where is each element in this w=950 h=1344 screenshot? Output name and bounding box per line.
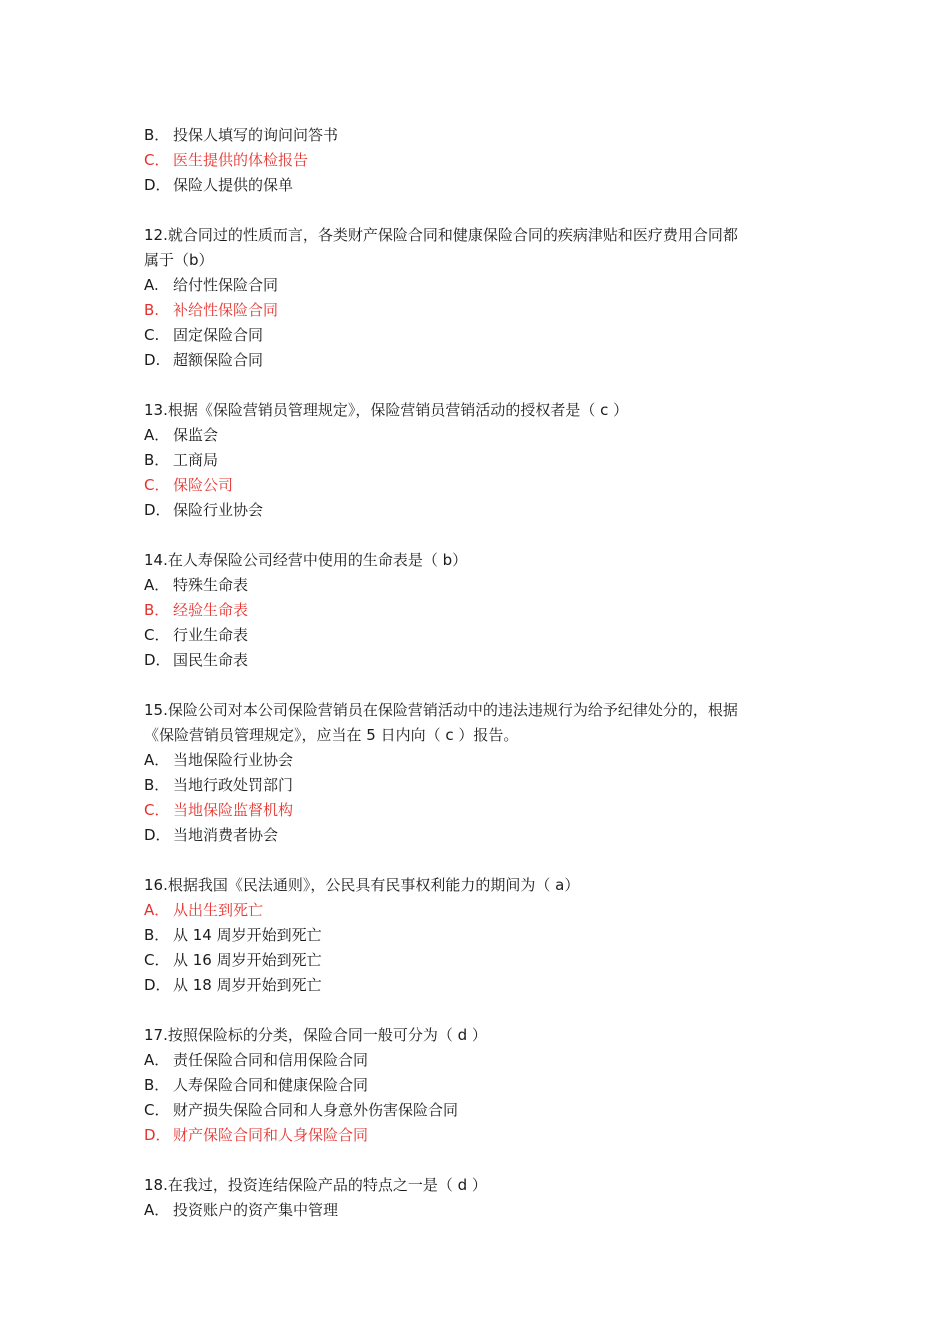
- option-letter: A．: [144, 901, 170, 919]
- option-letter: C．: [144, 801, 170, 819]
- option-letter: A．: [144, 751, 170, 769]
- option-text: 从出生到死亡: [173, 901, 264, 919]
- answer-option: [144, 148, 812, 173]
- option-letter: A.: [144, 276, 159, 294]
- answer-option: [144, 423, 812, 448]
- question-text: 13.根据《保险营销员管理规定》，保险营销员营销活动的授权者是（ c ）: [144, 401, 629, 419]
- option-text: 特殊生命表: [173, 576, 249, 594]
- option-text: 行业生命表: [173, 626, 249, 644]
- answer-option: [144, 748, 812, 773]
- spacer: [144, 373, 812, 398]
- question-text: 18.在我过，投资连结保险产品的特点之一是（ d ）: [144, 1176, 487, 1194]
- option-text: 国民生命表: [173, 651, 249, 669]
- option-text: 人寿保险合同和健康保险合同: [173, 1076, 369, 1094]
- option-letter: B．: [144, 126, 170, 144]
- answer-option: [144, 773, 812, 798]
- option-letter: B．: [144, 1076, 170, 1094]
- question-block: [144, 223, 812, 373]
- option-letter: A．: [144, 576, 170, 594]
- option-letter: D．: [144, 501, 171, 519]
- question-block: [144, 1023, 812, 1148]
- spacer: [144, 198, 812, 223]
- option-text: 保险人提供的保单: [173, 176, 294, 194]
- question-text: 《保险营销员管理规定》，应当在 5 日内向（ c ）报告。: [144, 726, 519, 744]
- question-block: [144, 873, 812, 998]
- spacer: [144, 998, 812, 1023]
- option-text: 超额保险合同: [173, 351, 264, 369]
- option-text: 投资账户的资产集中管理: [173, 1201, 339, 1219]
- option-text: 投保人填写的询问问答书: [173, 126, 339, 144]
- answer-option: [144, 648, 812, 673]
- option-letter: A．: [144, 1051, 170, 1069]
- answer-option: [144, 1073, 812, 1098]
- question-text: 14.在人寿保险公司经营中使用的生命表是（ b）: [144, 551, 468, 569]
- answer-option: [144, 823, 812, 848]
- option-text: 工商局: [173, 451, 219, 469]
- document-page: [144, 123, 812, 1223]
- answer-option: [144, 348, 812, 373]
- answer-option: [144, 798, 812, 823]
- answer-option: [144, 598, 812, 623]
- answer-option: [144, 173, 812, 198]
- answer-option: [144, 573, 812, 598]
- answer-option: [144, 898, 812, 923]
- option-letter: C．: [144, 476, 170, 494]
- option-text: 保监会: [173, 426, 219, 444]
- answer-option: [144, 1123, 812, 1148]
- option-letter: C．: [144, 151, 170, 169]
- option-letter: C．: [144, 1101, 170, 1119]
- option-text: 经验生命表: [173, 601, 249, 619]
- option-text: 补给性保险合同: [173, 301, 279, 319]
- option-letter: C.: [144, 326, 160, 344]
- option-text: 当地消费者协会: [173, 826, 279, 844]
- option-text: 当地保险行业协会: [173, 751, 294, 769]
- answer-option: [144, 298, 812, 323]
- question-text: 17.按照保险标的分类，保险合同一般可分为（ d ）: [144, 1026, 487, 1044]
- option-text: 财产保险合同和人身保险合同: [173, 1126, 369, 1144]
- answer-option: [144, 1198, 812, 1223]
- option-text: 从 18 周岁开始到死亡: [173, 976, 322, 994]
- option-letter: B.: [144, 301, 160, 319]
- option-letter: D．: [144, 976, 171, 994]
- option-text: 给付性保险合同: [173, 276, 279, 294]
- answer-option: [144, 923, 812, 948]
- question-text: 16.根据我国《民法通则》，公民具有民事权利能力的期间为（ a）: [144, 876, 580, 894]
- option-text: 从 14 周岁开始到死亡: [173, 926, 322, 944]
- question-block: [144, 698, 812, 848]
- option-letter: A．: [144, 1201, 170, 1219]
- answer-option: [144, 473, 812, 498]
- answer-option: [144, 623, 812, 648]
- spacer: [144, 673, 812, 698]
- option-text: 当地保险监督机构: [173, 801, 294, 819]
- question-11-options: [144, 123, 812, 198]
- option-text: 责任保险合同和信用保险合同: [173, 1051, 369, 1069]
- question-block: [144, 548, 812, 673]
- option-text: 固定保险合同: [173, 326, 264, 344]
- option-text: 当地行政处罚部门: [173, 776, 294, 794]
- spacer: [144, 848, 812, 873]
- option-letter: D．: [144, 176, 171, 194]
- option-text: 医生提供的体检报告: [173, 151, 309, 169]
- option-letter: B．: [144, 601, 170, 619]
- option-letter: B．: [144, 776, 170, 794]
- option-letter: B．: [144, 926, 170, 944]
- question-text: 属于（b）: [144, 251, 214, 269]
- answer-option: [144, 1048, 812, 1073]
- option-letter: A．: [144, 426, 170, 444]
- question-block: [144, 1173, 812, 1223]
- option-letter: D．: [144, 1126, 171, 1144]
- option-text: 保险行业协会: [173, 501, 264, 519]
- answer-option: [144, 498, 812, 523]
- spacer: [144, 523, 812, 548]
- answer-option: [144, 973, 812, 998]
- option-letter: C．: [144, 951, 170, 969]
- answer-option: [144, 948, 812, 973]
- spacer: [144, 1148, 812, 1173]
- answer-option: [144, 123, 812, 148]
- answer-option: [144, 1098, 812, 1123]
- answer-option: [144, 273, 812, 298]
- answer-option: [144, 323, 812, 348]
- option-text: 从 16 周岁开始到死亡: [173, 951, 322, 969]
- answer-option: [144, 448, 812, 473]
- option-letter: D．: [144, 651, 171, 669]
- option-text: 财产损失保险合同和人身意外伤害保险合同: [173, 1101, 459, 1119]
- option-letter: D.: [144, 351, 161, 369]
- option-letter: D．: [144, 826, 171, 844]
- question-text: 15.保险公司对本公司保险营销员在保险营销活动中的违法违规行为给予纪律处分的，根据: [144, 701, 738, 719]
- option-letter: C．: [144, 626, 170, 644]
- question-text: 12.就合同过的性质而言，各类财产保险合同和健康保险合同的疾病津贴和医疗费用合同都: [144, 226, 738, 244]
- question-block: [144, 398, 812, 523]
- option-text: 保险公司: [173, 476, 234, 494]
- option-letter: B．: [144, 451, 170, 469]
